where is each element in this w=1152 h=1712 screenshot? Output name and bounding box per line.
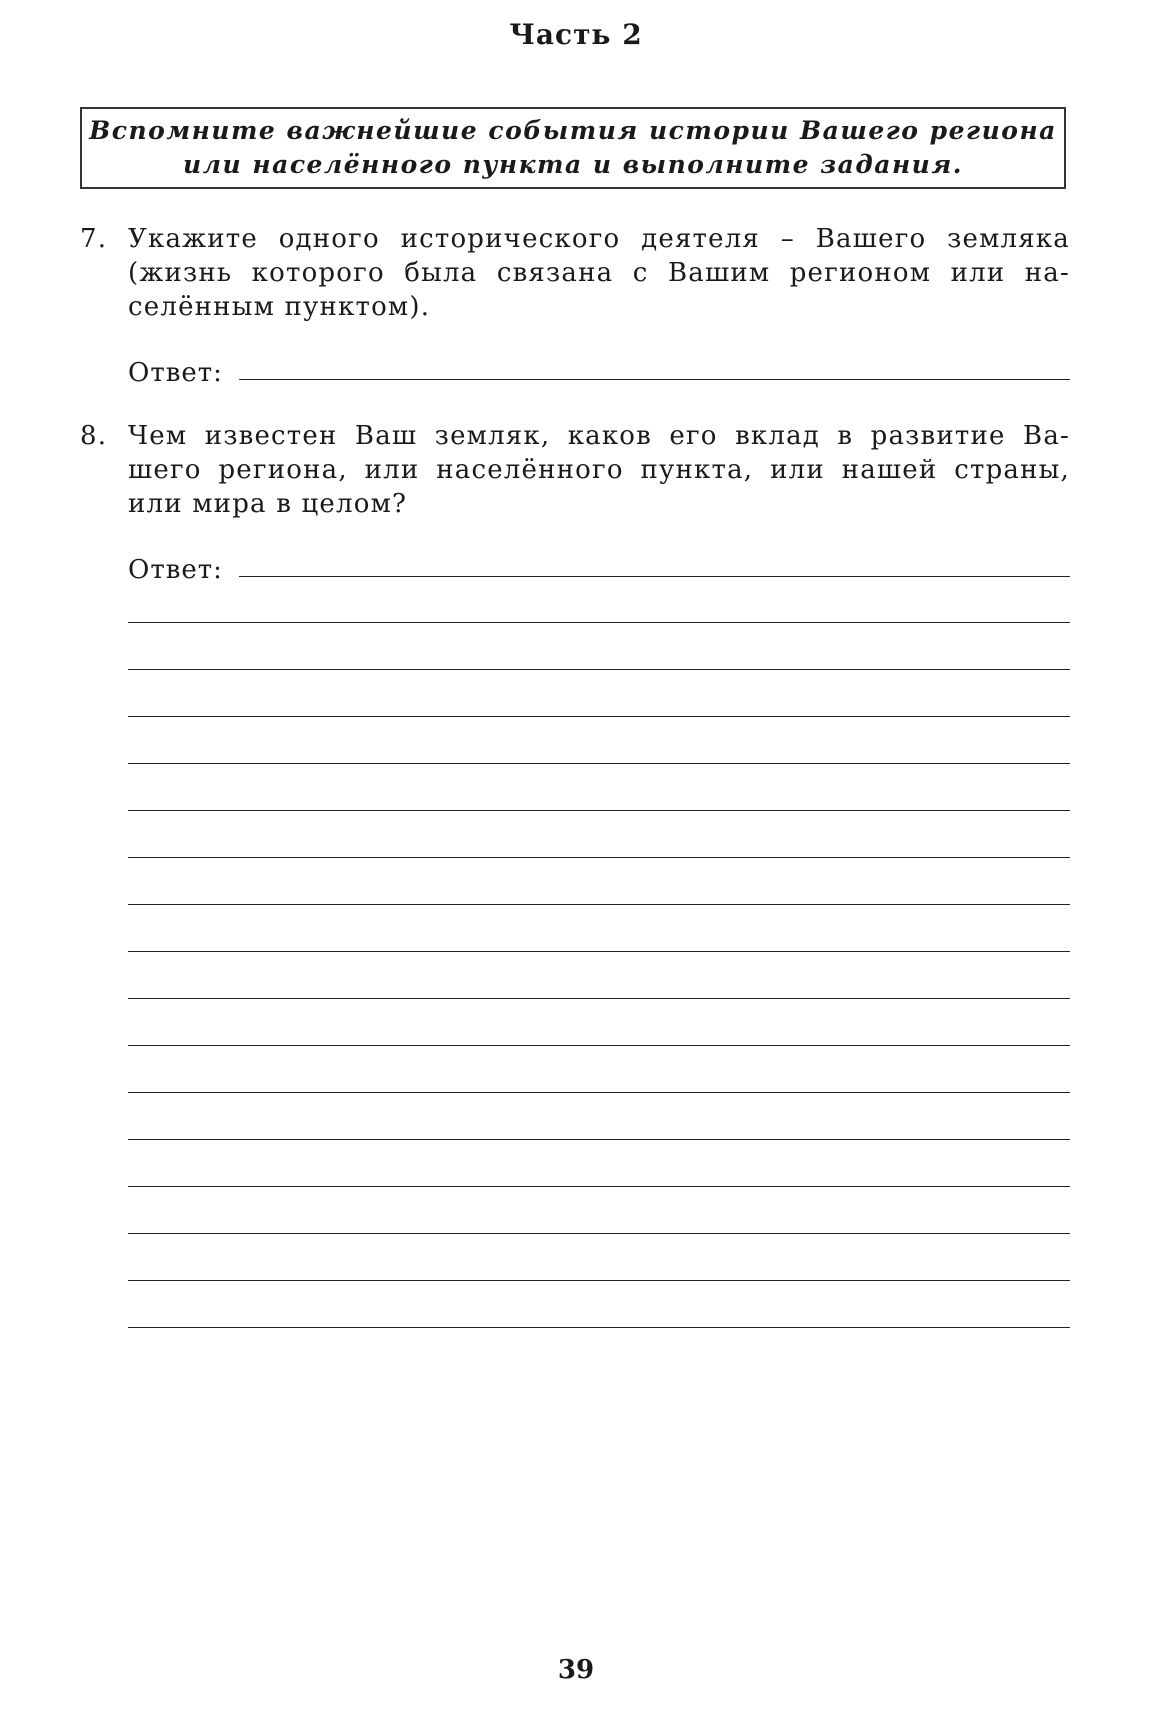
answer-writing-line[interactable] [128,1045,1070,1046]
task-8 [80,419,1070,521]
instruction-line-2: или населённого пункта и выполните задания. [183,150,963,179]
answer-writing-line[interactable] [128,1233,1070,1234]
answer-row-task-7 [128,358,1070,388]
answer-writing-line[interactable] [128,1139,1070,1140]
instruction-box [80,107,1066,189]
task-text-line: Чем известен Ваш земляк, каков его вклад в развитие Ва- [128,421,1070,451]
answer-writing-line[interactable] [128,998,1070,999]
task-text [128,419,1070,521]
answer-row-task-8 [128,555,1070,585]
task-7 [80,222,1070,324]
answer-writing-line[interactable] [128,1092,1070,1093]
answer-writing-line[interactable] [128,951,1070,952]
answer-label: Ответ: [128,358,223,388]
task-number: 7. [80,224,108,254]
answer-writing-line[interactable] [128,904,1070,905]
answer-field[interactable] [239,378,1070,380]
answer-writing-line[interactable] [128,622,1070,623]
answer-field[interactable] [239,575,1070,577]
answer-writing-line[interactable] [128,669,1070,670]
task-text-line: шего региона, или населённого пункта, или нашей страны, [128,455,1070,485]
answer-writing-line[interactable] [128,810,1070,811]
task-text-line: или мира в целом? [128,489,408,519]
task-text-line: (жизнь которого была связана с Вашим регионом или на- [128,258,1070,288]
page-number: 39 [557,1655,595,1685]
task-text [128,222,1070,324]
task-text-line: Укажите одного исторического деятеля – Вашего земляка [128,224,1070,254]
answer-writing-line[interactable] [128,1186,1070,1187]
instruction-line-1: Вспомните важнейшие события истории Вашего региона [89,116,1057,145]
answer-writing-line[interactable] [128,857,1070,858]
page-title: Часть 2 [509,18,643,51]
task-text-line: селённым пунктом). [128,292,431,322]
answer-writing-line[interactable] [128,1280,1070,1281]
task-number: 8. [80,421,108,451]
answer-writing-line[interactable] [128,716,1070,717]
answer-writing-line[interactable] [128,1327,1070,1328]
answer-label: Ответ: [128,555,223,585]
answer-writing-line[interactable] [128,763,1070,764]
